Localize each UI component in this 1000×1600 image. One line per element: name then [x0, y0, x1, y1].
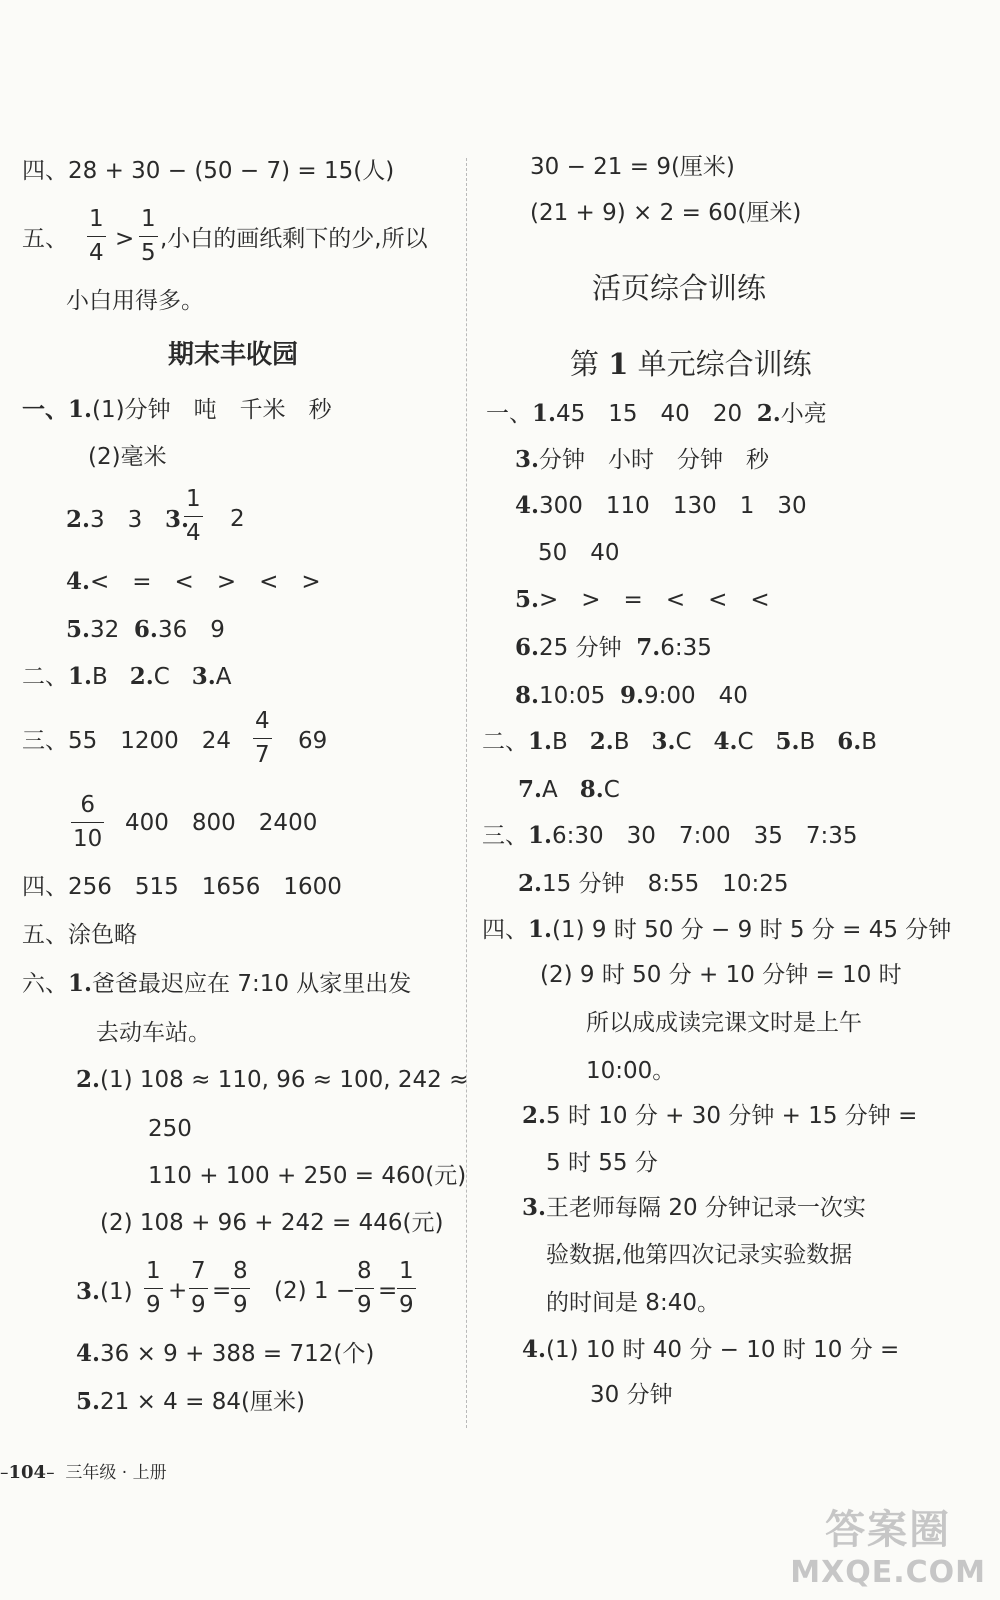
- part5: 五、涂色略: [22, 922, 137, 948]
- r-part1-q8-q9: 8.10:05 9.9:00 40: [515, 682, 748, 709]
- fraction: 1 4: [89, 206, 104, 266]
- fraction: 7 9: [191, 1258, 206, 1318]
- part4: 四、256 515 1656 1600: [22, 874, 342, 900]
- r-part1-q4: 4.300 110 130 1 30: [515, 492, 807, 519]
- part1-q1-line2: (2)毫米: [88, 444, 167, 470]
- continued-line-2: (21 + 9) × 2 = 60(厘米): [530, 200, 802, 226]
- r-part3-q1: 三、1.6:30 30 7:00 35 7:35: [482, 822, 858, 849]
- fraction: 8 9: [233, 1258, 248, 1318]
- q4-answer: 四、28 + 30 − (50 − 7) = 15(人): [22, 158, 395, 184]
- part1-q5-q6: 5.32 6.36 9: [66, 616, 225, 643]
- fraction: 8 9: [357, 1258, 372, 1318]
- fraction: 1 5: [141, 206, 156, 266]
- fraction: 1 4: [186, 486, 201, 546]
- part6-q1-line2: 去动车站。: [96, 1020, 211, 1046]
- unit-title: 第 1 单元综合训练: [570, 347, 812, 381]
- r-part1-q5: 5.> > = < < <: [515, 586, 770, 613]
- part1-q1: 一、1.(1)分钟 吨 千米 秒: [22, 396, 332, 423]
- part6-q4: 4.36 × 9 + 388 = 712(个): [76, 1340, 375, 1367]
- r-part1-q1: 一、1.45 15 40 20 2.小亮: [486, 400, 827, 427]
- r-part1-q6-q7: 6.25 分钟 7.6:35: [515, 634, 712, 661]
- fraction: 6 10: [73, 792, 103, 852]
- site-watermark: 答案圈 MXQE.COM: [790, 1507, 986, 1590]
- fraction: 4 7: [255, 708, 270, 768]
- r-part3-q2: 2.15 分钟 8:55 10:25: [518, 870, 789, 897]
- r-part1-q3: 3.分钟 小时 分钟 秒: [515, 446, 770, 473]
- r-part2-row2: 7.A 8.C: [518, 776, 620, 803]
- fraction: 1 9: [146, 1258, 161, 1318]
- page-footer: –104– 三年级 · 上册: [0, 1462, 167, 1483]
- part1-q4: 4.< = < > < >: [66, 568, 321, 595]
- r-part1-q4-line2: 50 40: [538, 540, 620, 566]
- part6-q1: 六、1.爸爸最迟应在 7:10 从家里出发: [22, 970, 412, 997]
- grade-label: 三年级 · 上册: [65, 1463, 167, 1483]
- continued-line-1: 30 − 21 = 9(厘米): [530, 154, 735, 180]
- part6-q5: 5.21 × 4 = 84(厘米): [76, 1388, 305, 1415]
- worksheet-title: 活页综合训练: [592, 271, 767, 305]
- section-title: 期末丰收园: [168, 340, 299, 370]
- fraction: 1 9: [399, 1258, 414, 1318]
- part2: 二、1.B 2.C 3.A: [22, 663, 232, 690]
- r-part2-row1: 二、1.B 2.B 3.C 4.C 5.B 6.B: [482, 728, 878, 755]
- column-divider: [466, 158, 467, 1428]
- page-number: 104: [8, 1462, 47, 1483]
